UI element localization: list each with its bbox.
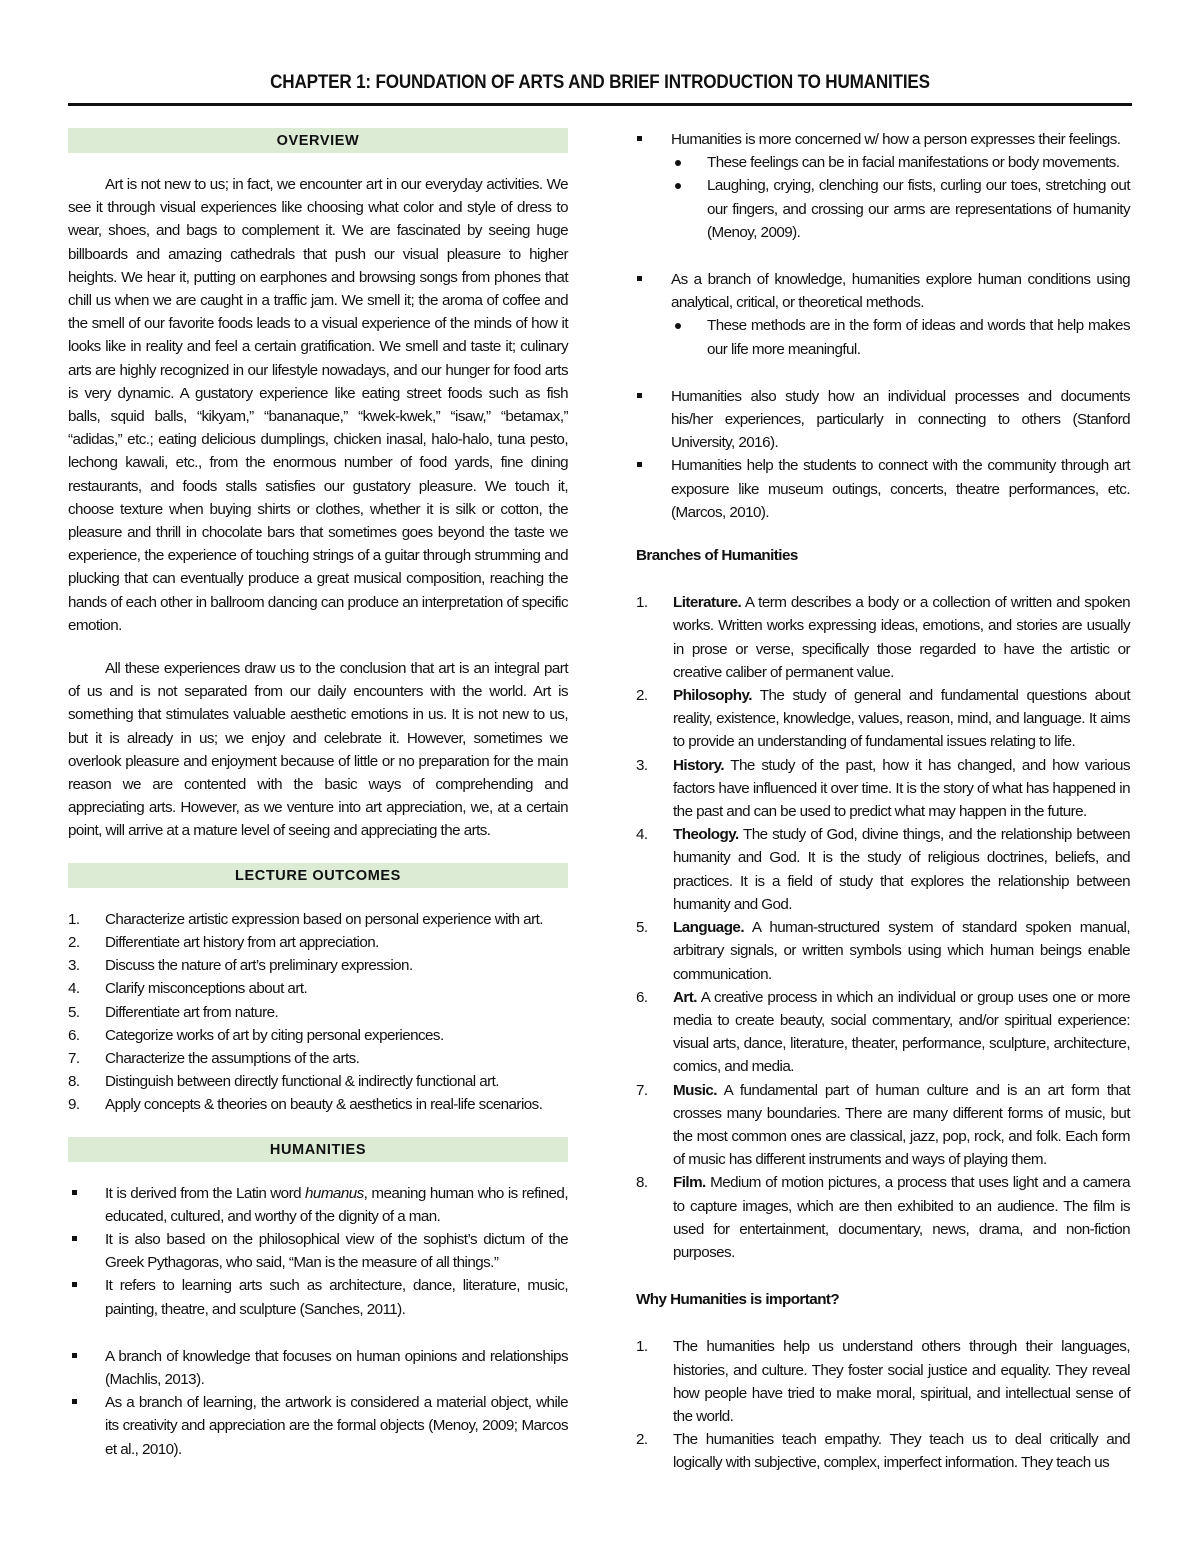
latin-word: humanus — [305, 1184, 364, 1202]
list-item — [636, 1335, 1130, 1428]
item-number: 9. — [68, 1096, 80, 1114]
spacer — [636, 567, 1130, 591]
branch-description: The study of God, divine things, and the relationship between humanity and God. It is the study of religious doctrines, beliefs, and practices. It is a field of study that explores the relationship between humanity and God. — [673, 826, 1130, 913]
spacer — [636, 244, 1130, 268]
chapter-title: CHAPTER 1: FOUNDATION OF ARTS AND BRIEF INTRODUCTION TO HUMANITIES — [270, 72, 930, 93]
spacer — [636, 1264, 1130, 1288]
list-item — [636, 754, 1130, 824]
item-number: 5. — [636, 919, 648, 937]
branch-term: Language. — [673, 919, 744, 937]
spacer — [68, 637, 568, 657]
bullet-item: Humanities help the students to connect with the community through art exposure like museum outings, concerts, theatre performances, etc. (Marcos, 2010). — [636, 454, 1130, 524]
overview-paragraph-2: All these experiences draw us to the conclusion that art is an integral part of us and is not separated from our daily encounters with the world. Art is something that stimulates valuable aesthetic emotions in us. It is not new to us, but it is already in us; we enjoy and celebrate it. However, sometimes we overlook pleasure and enjoyment because of little or no preparation for the main reason we are contented with the basic ways of comprehending and appreciating arts. However, as we venture into art appreciation, we, at a certain point, will arrive at a mature level of seeing and appreciating the arts. — [68, 660, 568, 840]
spacer — [68, 1321, 568, 1345]
why-heading: Why Humanities is important? — [636, 1291, 840, 1309]
branch-description: The study of general and fundamental questions about reality, existence, knowledge, values, reason, mind, and language. It aims to provide an understanding of fundamental issues relating to life. — [673, 687, 1130, 751]
branch-description: A fundamental part of human culture and is an art form that crosses many boundaries. There are many different forms of music, but the most common ones are classical, jazz, pop, rock, and folk. Each form of music has different instruments and ways of playing them. — [673, 1081, 1130, 1169]
branch-description: A human-structured system of standard spoken manual, arbitrary signals, or written symbols using which human beings enable communication. — [673, 919, 1130, 983]
branch-description: A term describes a body or a collection of written and spoken works. Written works expressing ideas, emotions, and stories are usually in prose or verse, specifically those regarded to have the artistic or creative caliber of permanent value. — [673, 594, 1130, 681]
list-item — [68, 931, 568, 954]
item-number: 4. — [68, 980, 80, 998]
bullet-item: A branch of knowledge that focuses on human opinions and relationships (Machlis, 2013). — [68, 1345, 568, 1391]
item-number: 1. — [636, 1338, 648, 1356]
item-number: 4. — [636, 826, 648, 844]
sub-bullet-list — [671, 151, 1130, 244]
list-item — [636, 1171, 1130, 1264]
item-text: Categorize works of art by citing personal experiences. — [105, 1026, 444, 1044]
humanities-bullets-continued — [636, 128, 1130, 244]
item-number: 6. — [68, 1026, 80, 1044]
list-item — [68, 1024, 568, 1047]
lecture-outcomes-list — [68, 908, 568, 1117]
list-item — [68, 1047, 568, 1070]
item-number: 1. — [636, 594, 648, 612]
spacer — [68, 1117, 568, 1137]
item-text: Differentiate art history from art appreciation. — [105, 933, 379, 951]
item-text: The humanities help us understand others through their languages, histories, and culture. They foster social justice and equality. They reveal how people have tried to make moral, spiritual, and intellectual sense of the world. — [673, 1338, 1130, 1425]
item-text: Characterize artistic expression based on personal experience with art. — [105, 910, 543, 928]
overview-paragraph-1: Art is not new to us; in fact, we encounter art in our everyday activities. We see it through visual experiences like choosing what color and style of dress to wear, shoes, and bags to complement it. We are fascinated by seeing huge billboards and amazing cathedrals that push our visual pleasure to higher heights. We hear it, putting on earphones and browsing songs from phones that chill us when we are caught in a traffic jam. We smell it; the aroma of coffee and the smell of our favorite foods leads to a visual experience of the minds of how it looks like in reality and feel a certain gratification. We smell and taste it; culinary arts are highly recognized in our lifestyle nowadays, and our hunger for food arts is very dynamic. A gustatory experience like eating street foods such as fish balls, squid balls, “kikyam,” “bananaque,” “kwek-kwek,” “isaw,” “betamax,” “adidas,” etc.; eating delicious dumplings, chicken inasal, halo-halo, tuna pesto, lechong kawali, etc., from the enormous number of food yards, fine dining restaurants, and foods stalls satisfies our gustatory pleasure. We touch it, choose texture when buying shirts or clothes, whether it is silk or cotton, the pleasure and thrill in chocolate bars that sometimes goes beyond the taste we experience, the experience of touching strings of a guitar through strumming and plucking that can eventually produce a great musical composition, reaching the hands of each other in ballroom dancing can produce an interpretation of specific emotion. — [68, 176, 568, 634]
list-item — [636, 986, 1130, 1079]
item-number: 2. — [636, 1431, 648, 1449]
humanities-bullets-continued-2 — [636, 268, 1130, 361]
item-text: Differentiate art from nature. — [105, 1003, 279, 1021]
item-number: 1. — [68, 910, 80, 928]
spacer — [636, 524, 1130, 544]
item-number: 7. — [68, 1049, 80, 1067]
branch-term: Art. — [673, 988, 697, 1006]
bullet-item: It refers to learning arts such as architecture, dance, literature, music, painting, theatre, and sculpture (Sanches, 2011). — [68, 1274, 568, 1320]
item-number: 3. — [68, 957, 80, 975]
sub-bullet-item: Laughing, crying, clenching our fists, curling our toes, stretching out our fingers, and crossing our arms are representations of humanity (Menoy, 2009). — [671, 174, 1130, 244]
bullet-item — [636, 268, 1130, 361]
branch-description: The study of the past, how it has changed, and how various factors have influenced it over time. It is the story of what has happened in the past and can be used to predict what may happen in the future. — [673, 756, 1130, 821]
sub-bullet-item: These methods are in the form of ideas and words that help makes our life more meaningful. — [671, 314, 1130, 360]
list-item — [68, 1001, 568, 1024]
list-item — [636, 1428, 1130, 1474]
list-item — [68, 954, 568, 977]
item-text: Clarify misconceptions about art. — [105, 980, 308, 998]
item-text: The humanities teach empathy. They teach us to deal critically and logically with subjective, complex, imperfect information. They teach us — [673, 1431, 1130, 1472]
lecture-outcomes-heading: LECTURE OUTCOMES — [68, 863, 568, 888]
list-item — [68, 1093, 568, 1116]
branch-term: Theology. — [673, 826, 739, 844]
branches-heading: Branches of Humanities — [636, 547, 798, 565]
left-column — [68, 128, 568, 1461]
branch-description: Medium of motion pictures, a process that uses light and a camera to capture images, which are then exhibited to an audience. The film is used for entertainment, documentary, news, drama, and non-fiction purposes. — [673, 1174, 1130, 1261]
list-item — [636, 684, 1130, 754]
bullet-item — [636, 128, 1130, 244]
list-item — [68, 908, 568, 931]
item-number: 2. — [636, 687, 648, 705]
sub-bullet-item: These feelings can be in facial manifestations or body movements. — [671, 151, 1130, 174]
bullet-item: It is also based on the philosophical view of the sophist’s dictum of the Greek Pythagoras, who said, “Man is the measure of all things.” — [68, 1228, 568, 1274]
bullet-text: Humanities is more concerned w/ how a person expresses their feelings. — [671, 131, 1121, 148]
humanities-bullet-list-2 — [68, 1345, 568, 1461]
item-text: Apply concepts & theories on beauty & aesthetics in real-life scenarios. — [105, 1096, 543, 1114]
branch-term: Literature. — [673, 594, 742, 612]
item-number: 5. — [68, 1003, 80, 1021]
bullet-item: Humanities also study how an individual processes and documents his/her experiences, particularly in connecting to others (Stanford University, 2016). — [636, 385, 1130, 455]
spacer — [68, 153, 568, 173]
branch-term: Music. — [673, 1081, 717, 1099]
title-rule — [68, 103, 1132, 106]
item-text: Characterize the assumptions of the arts. — [105, 1049, 360, 1067]
sub-bullet-list — [671, 314, 1130, 360]
item-number: 7. — [636, 1081, 648, 1099]
bullet-text: It is derived from the Latin word — [105, 1184, 306, 1202]
list-item — [636, 1079, 1130, 1172]
item-text: Discuss the nature of art’s preliminary expression. — [105, 957, 413, 975]
humanities-heading: HUMANITIES — [68, 1137, 568, 1162]
item-number: 6. — [636, 988, 648, 1006]
humanities-bullets-continued-3 — [636, 385, 1130, 524]
spacer — [636, 361, 1130, 385]
list-item — [636, 823, 1130, 916]
branch-term: Film. — [673, 1174, 706, 1192]
branches-list — [636, 591, 1130, 1264]
list-item — [636, 591, 1130, 684]
list-item — [68, 1070, 568, 1093]
item-number: 8. — [636, 1174, 648, 1192]
list-item — [68, 977, 568, 1000]
branch-term: Philosophy. — [673, 687, 752, 705]
bullet-item: As a branch of learning, the artwork is considered a material object, while its creativity and appreciation are the formal objects (Menoy, 2009; Marcos et al., 2010). — [68, 1391, 568, 1461]
branch-term: History. — [673, 756, 725, 774]
item-number: 8. — [68, 1073, 80, 1091]
item-text: Distinguish between directly functional & indirectly functional art. — [105, 1073, 499, 1091]
overview-heading: OVERVIEW — [68, 128, 568, 153]
spacer — [68, 843, 568, 863]
bullet-text: As a branch of knowledge, humanities explore human conditions using analytical, critical, or theoretical methods. — [671, 271, 1130, 312]
spacer — [68, 1162, 568, 1182]
bullet-text: , meaning human who is refined, educated, cultured, and worthy of the dignity of a man. — [105, 1184, 568, 1225]
humanities-bullet-list — [68, 1182, 568, 1321]
spacer — [636, 1311, 1130, 1335]
list-item — [636, 916, 1130, 986]
bullet-item — [68, 1182, 568, 1228]
spacer — [68, 888, 568, 908]
right-column — [636, 128, 1130, 1475]
branch-description: A creative process in which an individual or group uses one or more media to create beauty, social commentary, and/or spiritual experience: visual arts, dance, literature, theater, performance, sculpture, architecture, comics, and media. — [673, 988, 1130, 1076]
item-number: 3. — [636, 756, 648, 774]
item-number: 2. — [68, 933, 80, 951]
why-list — [636, 1335, 1130, 1474]
